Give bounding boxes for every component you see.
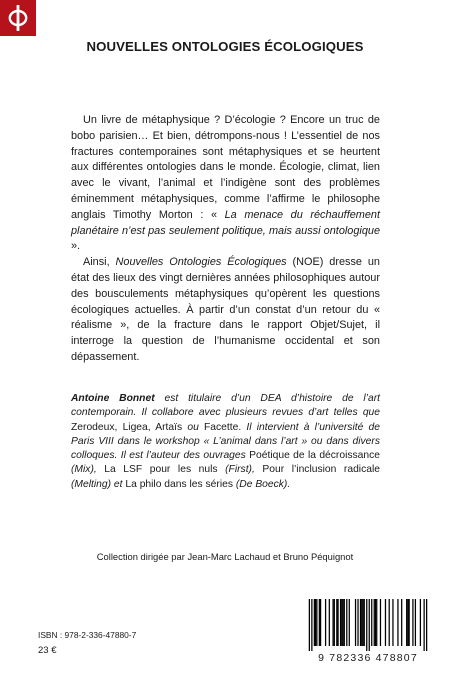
barcode-bar (342, 599, 343, 646)
book-title-inline: Nouvelles Ontologies Écologiques (115, 256, 287, 269)
publisher-logo (0, 0, 36, 36)
barcode-bar (420, 599, 421, 646)
barcode-bar (389, 599, 390, 646)
barcode-bar (392, 599, 393, 646)
author-name: Antoine Bonnet (71, 393, 155, 404)
barcode-bar (319, 599, 320, 646)
barcode-bar (336, 599, 337, 646)
barcode-bar (385, 599, 386, 646)
barcode-bar (341, 599, 342, 646)
barcode-bar (337, 599, 338, 646)
phi-icon (7, 4, 29, 32)
barcode-bar (406, 599, 407, 646)
blurb-paragraph-2: Ainsi, Nouvelles Ontologies Écologiques (NOE) dresse un état des lieux des vingt dernières années philosophiques autour des bousculements métaphysiques qu’opèrent les questions écologiques actuelles. À partir d’un constat d’un retour du « réalisme », de la fracture dans le rapport Objet/Sujet, il interroge la question de l’humanisme occidental et son dépassement. (71, 256, 380, 363)
barcode-bar (346, 599, 347, 646)
morton-quote: La menace du réchauffement planétaire n’est pas seulement politique, mais aussi ontologique (71, 208, 380, 237)
barcode-bar (325, 599, 326, 646)
barcode-bars (305, 599, 431, 651)
barcode-bar (407, 599, 408, 646)
price: 23 € (38, 645, 57, 656)
isbn: ISBN : 978-2-336-47880-7 (38, 630, 137, 640)
barcode-bar (424, 599, 425, 651)
barcode-bar (426, 599, 427, 651)
barcode-bar (329, 599, 330, 646)
barcode-bar (364, 599, 365, 646)
barcode-bar (397, 599, 398, 646)
barcode-bar (349, 599, 350, 646)
barcode-bar (309, 599, 310, 651)
barcode-bar (357, 599, 358, 646)
blurb-paragraph-1: Un livre de métaphysique ? D’écologie ? Encore un truc de bobo parisien… Et bien, détrompons-nous ! L’essentiel de nos fractures contemporaines sont métaphysiques et se heurtent aux différentes ontologies dans le monde. Écologie, climat, lien avec le vivant, l’animal et l’indigène sont des problèmes éminemment métaphysiques, comme l’affirme le philosophe anglais Timothy Morton : « La menace du réchauffement planétaire n’est pas seulement politique, mais aussi ontologique ». (71, 114, 380, 253)
author-bio: Antoine Bonnet est titulaire d’un DEA d’histoire de l’art contemporain. Il collabore avec plusieurs revues d’art telles que Zerodeux, Ligea, Artaïs ou Facette. Il intervient à l’université de Paris VIII dans le workshop « L’animal dans l’art » ou dans divers colloques. Il est l’auteur des ouvrages Poétique de la décroissance (Mix), La LSF pour les nuls (First), Pour l’inclusion radicale (Melting) et La philo dans les séries (De Boeck). (71, 393, 380, 490)
barcode-bar (334, 599, 335, 646)
barcode-bar (374, 599, 375, 646)
barcode-bar (361, 599, 362, 646)
barcode-bar (401, 599, 402, 646)
barcode-bar (311, 599, 312, 651)
barcode-bar (315, 599, 316, 646)
barcode-bar (362, 599, 363, 646)
barcode-bar (332, 599, 333, 646)
barcode-bar (314, 599, 315, 646)
blurb (71, 113, 380, 366)
barcode-bar (415, 599, 416, 646)
barcode-bar (412, 599, 413, 646)
barcode-bar (316, 599, 317, 646)
barcode-bar (360, 599, 361, 646)
barcode-bar (409, 599, 410, 646)
barcode-bar (375, 599, 376, 646)
barcode-bar (340, 599, 341, 646)
barcode-bar (366, 599, 367, 651)
collection-credit: Collection dirigée par Jean-Marc Lachaud et Bruno Péquignot (96, 551, 354, 562)
barcode-bar (369, 599, 370, 651)
barcode-bar (344, 599, 345, 646)
barcode-bar (355, 599, 356, 646)
book-title: NOUVELLES ONTOLOGIES ÉCOLOGIQUES (86, 39, 364, 54)
barcode-bar (376, 599, 377, 646)
barcode-bar (380, 599, 381, 646)
barcode-bar (320, 599, 321, 646)
barcode-digits: 9 782336 478807 (318, 652, 418, 664)
barcode-bar (371, 599, 372, 646)
